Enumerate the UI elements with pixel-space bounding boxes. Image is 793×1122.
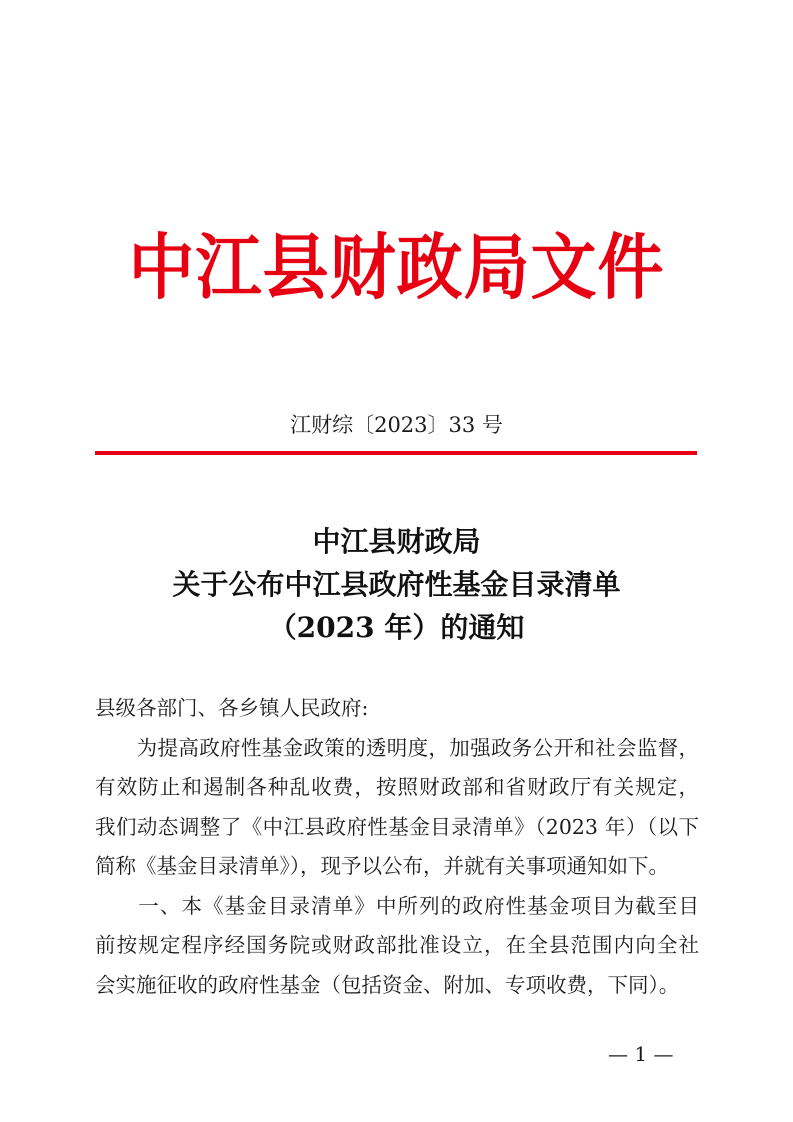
title-line-year: （2023 年）的通知 — [268, 611, 525, 644]
body-text — [95, 689, 699, 1005]
red-separator-rule — [95, 451, 697, 455]
paragraph2-line: 前按规定程序经国务院或财政部批准设立，在全县范围内向全社 — [95, 933, 699, 957]
page-number: — 1 — — [608, 1042, 674, 1066]
notice-title — [0, 520, 793, 649]
masthead-title: 中江县财政局文件 — [128, 224, 665, 310]
paragraph2-line: 会实施征收的政府性基金（包括资金、附加、专项收费，下同）。 — [95, 972, 680, 997]
document-number: 江财综〔2023〕33 号 — [290, 413, 503, 437]
paragraph1-line: 有效防止和遏制各种乱收费，按照财政部和省财政厅有关规定， — [95, 775, 699, 799]
paragraph1-line: 简称《基金目录清单》），现予以公布，并就有关事项通知如下。 — [95, 854, 669, 878]
paragraph2-line: 一、本《基金目录清单》中所列的政府性基金项目为截至目 — [95, 893, 699, 918]
title-line-issuer: 中江县财政局 — [312, 525, 481, 558]
paragraph1-line: 我们动态调整了《中江县政府性基金目录清单》（2023 年）（以下 — [95, 814, 699, 839]
title-line-subject: 关于公布中江县政府性基金目录清单 — [172, 568, 621, 601]
paragraph1-line: 为提高政府性基金政策的透明度，加强政务公开和社会监督， — [95, 735, 699, 760]
salutation: 县级各部门、各乡镇人民政府: — [95, 696, 369, 720]
